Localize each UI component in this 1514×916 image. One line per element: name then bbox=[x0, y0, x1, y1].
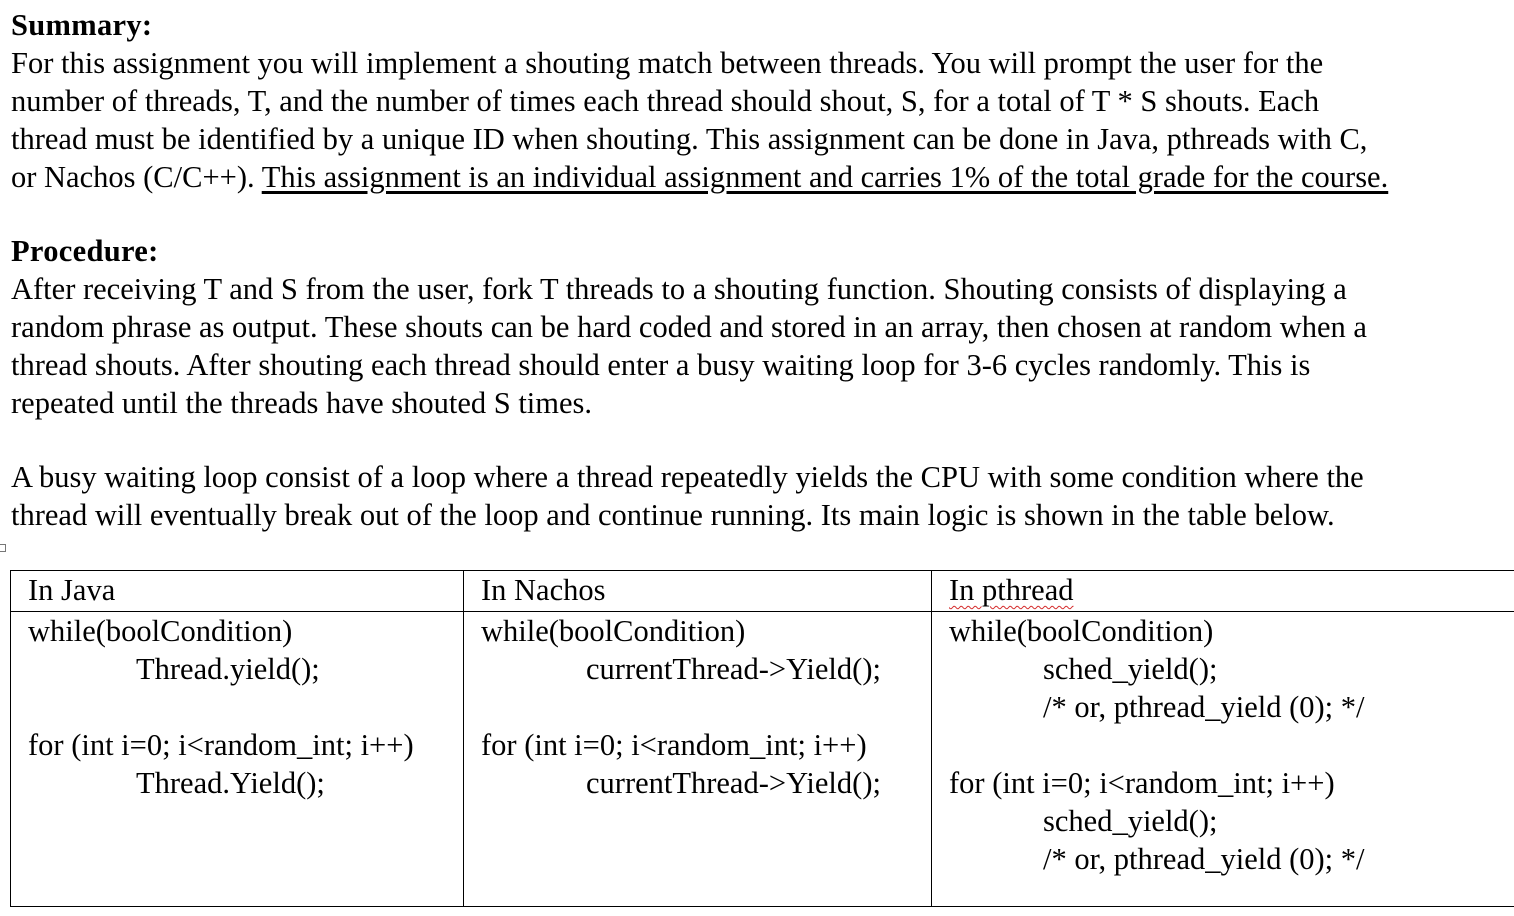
table-row bbox=[11, 612, 1514, 907]
summary-line: thread must be identified by a unique ID when shouting. This assignment can be done in Java, pthreads with C, bbox=[11, 122, 1368, 156]
java-code-cell bbox=[11, 612, 464, 907]
blank-line bbox=[28, 688, 463, 726]
busy-loop-line: A busy waiting loop consist of a loop where a thread repeatedly yields the CPU with some condition where the bbox=[11, 460, 1364, 494]
code-line: currentThread->Yield(); bbox=[586, 652, 881, 686]
procedure-line: thread shouts. After shouting each thread should enter a busy waiting loop for 3-6 cycles randomly. This is bbox=[11, 348, 1311, 382]
procedure-line: random phrase as output. These shouts can be hard coded and stored in an array, then chosen at random when a bbox=[11, 310, 1367, 344]
code-line: for (int i=0; i<random_int; i++) bbox=[481, 728, 867, 762]
procedure-paragraph bbox=[11, 270, 1367, 422]
nachos-code-cell bbox=[464, 612, 932, 907]
pthread-code-cell bbox=[932, 612, 1514, 907]
code-line: Thread.Yield(); bbox=[136, 766, 325, 800]
table-move-handle-icon[interactable] bbox=[0, 544, 6, 552]
summary-line bbox=[11, 158, 1388, 196]
code-line: currentThread->Yield(); bbox=[586, 766, 881, 800]
busy-loop-line: thread will eventually break out of the loop and continue running. Its main logic is shown in the table below. bbox=[11, 498, 1335, 532]
header-pthread-text: In pthread bbox=[949, 573, 1074, 607]
code-line: Thread.yield(); bbox=[136, 652, 320, 686]
code-line: for (int i=0; i<random_int; i++) bbox=[949, 766, 1335, 800]
code-line: while(boolCondition) bbox=[481, 614, 746, 648]
blank-line bbox=[949, 726, 1514, 764]
procedure-line: repeated until the threads have shouted S times. bbox=[11, 386, 593, 420]
summary-line-start: or Nachos (C/C++). bbox=[11, 160, 255, 194]
summary-line: For this assignment you will implement a shouting match between threads. You will prompt the user for the bbox=[11, 46, 1324, 80]
header-pthread bbox=[932, 571, 1514, 612]
table-header-row bbox=[11, 571, 1514, 612]
procedure-heading: Procedure: bbox=[11, 234, 159, 268]
code-comment: /* or, pthread_yield (0); */ bbox=[1043, 842, 1365, 876]
code-line: sched_yield(); bbox=[1043, 804, 1218, 838]
header-nachos: In Nachos bbox=[464, 571, 932, 612]
summary-underlined-sentence: This assignment is an individual assignment and carries 1% of the total grade for the course. bbox=[261, 160, 1389, 194]
summary-heading: Summary: bbox=[11, 8, 153, 42]
code-line: sched_yield(); bbox=[1043, 652, 1218, 686]
summary-paragraph bbox=[11, 44, 1388, 196]
procedure-line: After receiving T and S from the user, fork T threads to a shouting function. Shouting consists of displaying a bbox=[11, 272, 1347, 306]
busy-loop-table bbox=[10, 570, 1514, 907]
blank-line bbox=[481, 688, 931, 726]
header-java: In Java bbox=[11, 571, 464, 612]
code-line: while(boolCondition) bbox=[28, 614, 293, 648]
summary-line: number of threads, T, and the number of times each thread should shout, S, for a total of T * S shouts. Each bbox=[11, 84, 1320, 118]
code-line: while(boolCondition) bbox=[949, 614, 1214, 648]
code-line: for (int i=0; i<random_int; i++) bbox=[28, 728, 414, 762]
code-comment: /* or, pthread_yield (0); */ bbox=[1043, 690, 1365, 724]
busy-loop-paragraph bbox=[11, 458, 1364, 534]
